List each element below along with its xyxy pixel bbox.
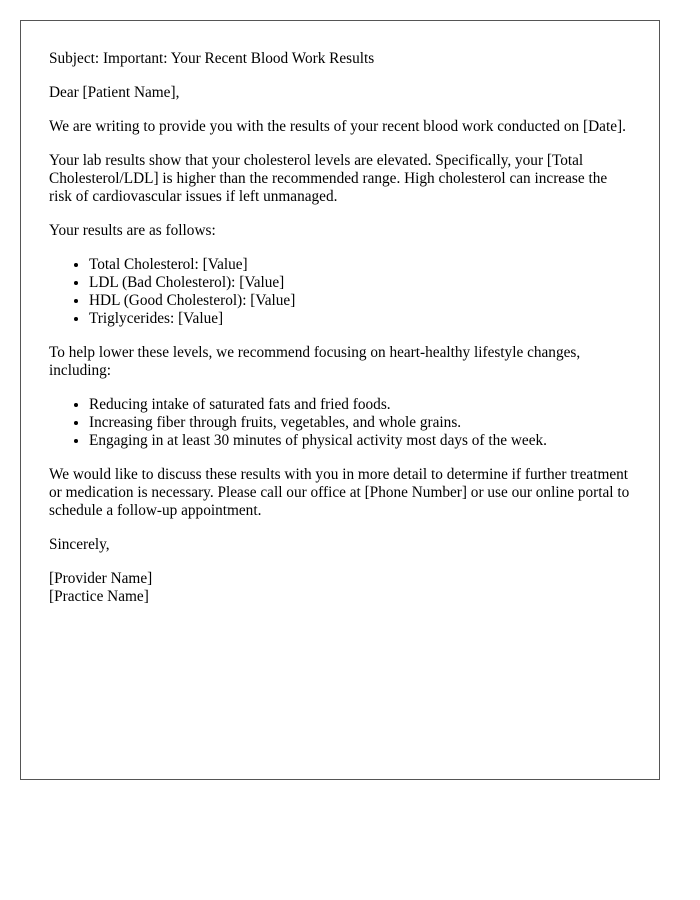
recommendation-item: • Increasing fiber through fruits, vegetables, and whole grains. (89, 414, 631, 432)
provider-name: [Provider Name] (49, 570, 153, 587)
result-item: • HDL (Good Cholesterol): [Value] (89, 292, 631, 310)
recommendation-item: • Reducing intake of saturated fats and fried foods. (89, 396, 631, 414)
result-item: • Total Cholesterol: [Value] (89, 256, 631, 274)
recommendation-item: • Engaging in at least 30 minutes of physical activity most days of the week. (89, 432, 631, 450)
followup-paragraph: We would like to discuss these results with you in more detail to determine if further treatment or medication is necessary. Please call our office at [Phone Number] or use our online portal to schedule a follow-up appointment. (49, 466, 630, 519)
signature-block (49, 570, 631, 606)
practice-name: [Practice Name] (49, 588, 149, 605)
results-intro: Your results are as follows: (49, 222, 216, 239)
closing: Sincerely, (49, 536, 110, 553)
letter-document (20, 20, 660, 780)
recommend-intro: To help lower these levels, we recommend focusing on heart-healthy lifestyle changes, including: (49, 344, 581, 379)
intro-paragraph: We are writing to provide you with the results of your recent blood work conducted on [Date]. (49, 118, 626, 135)
result-item: • LDL (Bad Cholesterol): [Value] (89, 274, 631, 292)
greeting: Dear [Patient Name], (49, 84, 180, 101)
findings-paragraph: Your lab results show that your cholesterol levels are elevated. Specifically, your [Total Cholesterol/LDL] is higher than the recommended range. High cholesterol can increase the risk of cardiovascular issues if left unmanaged. (49, 152, 608, 205)
results-list (49, 256, 631, 328)
subject-line: Subject: Important: Your Recent Blood Work Results (49, 50, 375, 67)
recommendations-list (49, 396, 631, 450)
result-item: • Triglycerides: [Value] (89, 310, 631, 328)
